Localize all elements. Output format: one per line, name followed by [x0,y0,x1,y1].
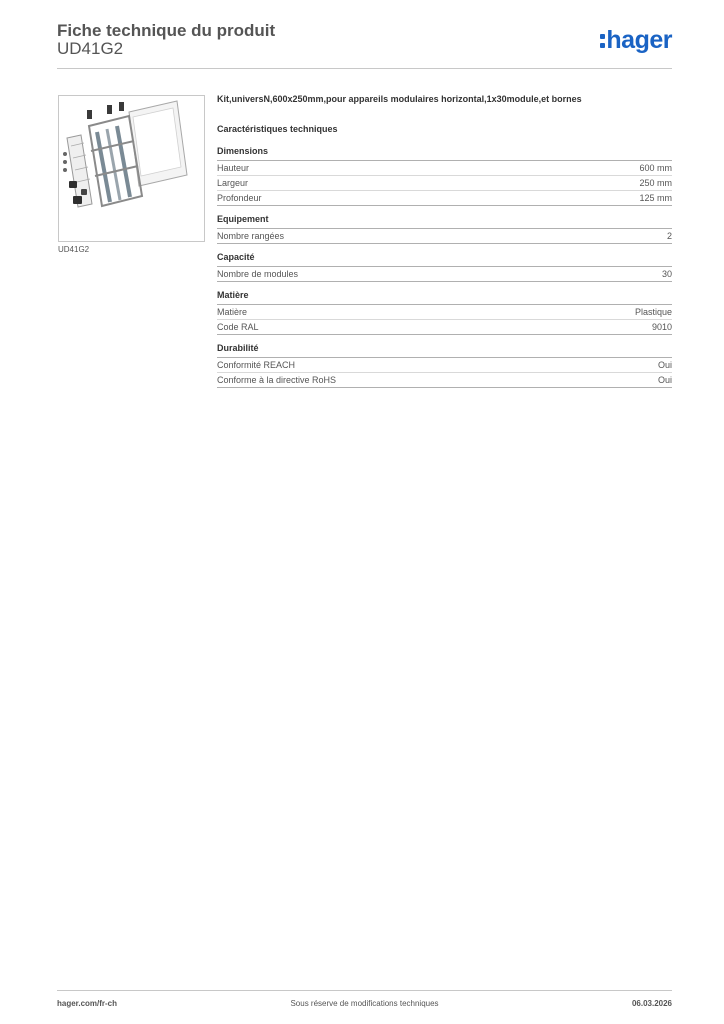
product-reference: UD41G2 [57,39,124,58]
spec-value: Oui [657,360,672,370]
spec-value: 125 mm [639,193,672,203]
footer-date: 06.03.2026 [631,999,672,1008]
spec-label: Largeur [217,178,249,188]
spec-label: Code RAL [217,322,259,332]
page-footer [57,990,672,1008]
spec-row [217,267,672,282]
spec-value: Plastique [634,307,672,317]
spec-group-matiere [217,290,672,335]
spec-row [217,176,672,191]
spec-label: Matière [217,307,248,317]
image-caption: UD41G2 [58,245,90,254]
spec-group-capacite [217,252,672,282]
group-title: Matière [217,290,672,305]
product-description: Kit,universN,600x250mm,pour appareils modulaires horizontal,1x30module,et bornes [217,94,582,104]
spec-value: 250 mm [639,178,672,188]
spec-label: Profondeur [217,193,262,203]
spec-row [217,373,672,388]
spec-group-durabilite [217,343,672,388]
logo-text: hager [606,26,672,54]
page-title: Fiche technique du produit [57,21,276,40]
spec-value: 600 mm [639,163,672,173]
spec-value: Oui [657,375,672,385]
spec-group-equipement [217,214,672,244]
spec-row [217,161,672,176]
spec-content [217,94,672,388]
footer-disclaimer: Sous réserve de modifications techniques [290,999,439,1008]
spec-label: Conformité REACH [217,360,296,370]
group-title: Durabilité [217,343,672,358]
spec-row [217,358,672,373]
product-image [58,95,205,242]
enclosure-kit-illustration [59,96,204,241]
group-title: Dimensions [217,146,672,161]
group-title: Equipement [217,214,672,229]
footer-website-link[interactable]: hager.com/fr-ch [57,999,118,1008]
spec-row [217,191,672,206]
spec-label: Hauteur [217,163,250,173]
spec-value: 30 [661,269,672,279]
spec-label: Conforme à la directive RoHS [217,375,337,385]
logo-dots-icon [600,34,605,49]
spec-value: 9010 [651,322,672,332]
group-title: Capacité [217,252,672,267]
spec-row [217,229,672,244]
spec-row [217,320,672,335]
page-header [57,20,672,69]
spec-group-dimensions [217,146,672,206]
spec-value: 2 [666,231,672,241]
spec-label: Nombre de modules [217,269,299,279]
hager-logo [600,26,672,55]
spec-row [217,305,672,320]
specs-title: Caractéristiques techniques [217,124,338,134]
spec-label: Nombre rangées [217,231,285,241]
